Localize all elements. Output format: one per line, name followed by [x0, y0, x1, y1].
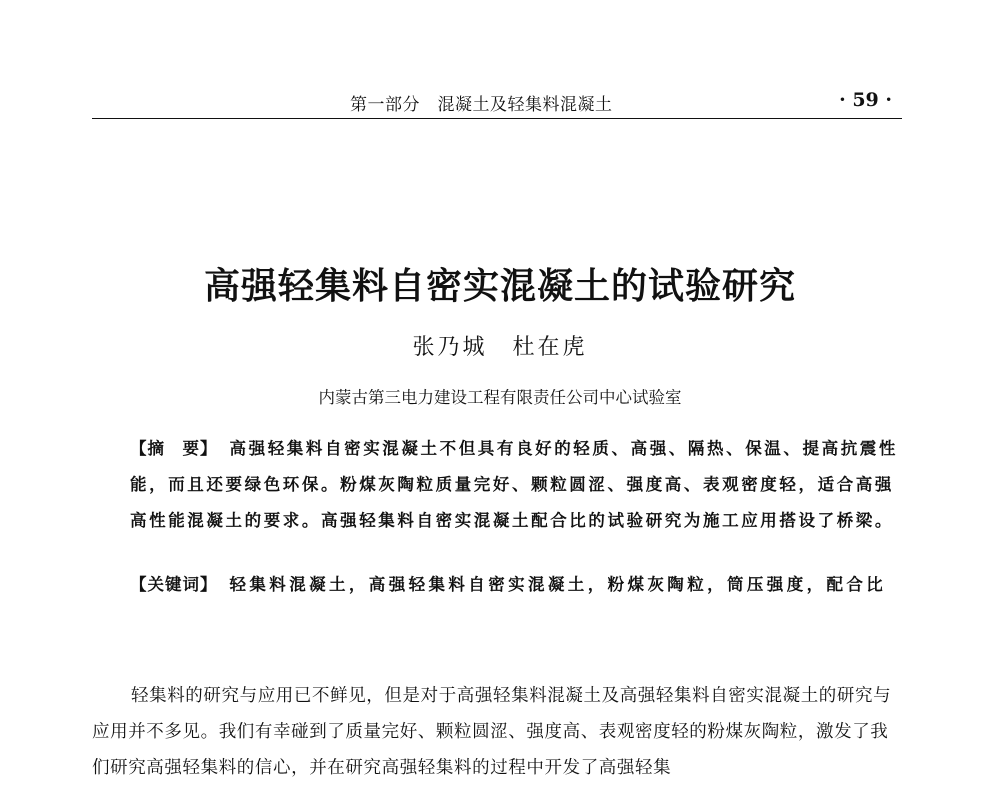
keywords	[130, 567, 904, 603]
abstract-label: 【摘 要】	[130, 439, 218, 458]
authors: 张乃城 杜在虎	[412, 335, 588, 360]
abstract-text: 高强轻集料自密实混凝土不但具有良好的轻质、高强、隔热、保温、提高抗震性能，而且还要绿色环保。粉煤灰陶粒质量完好、颗粒圆涩、强度高、表观密度轻，适合高强高性能混凝土的要求。高强轻集料自密实混凝土配合比的试验研究为施工应用搭设了桥梁。	[130, 439, 898, 530]
running-header	[92, 88, 902, 119]
article-title: 高强轻集料自密实混凝土的试验研究	[203, 265, 796, 307]
keywords-label: 【关键词】	[130, 575, 218, 594]
page-number: · 59 ·	[839, 89, 892, 111]
affiliation: 内蒙古第三电力建设工程有限责任公司中心试验室	[318, 388, 682, 407]
keywords-text: 轻集料混凝土，高强轻集料自密实混凝土，粉煤灰陶粒，筒压强度，配合比	[229, 575, 887, 594]
body-paragraph: 轻集料的研究与应用已不鲜见，但是对于高强轻集料混凝土及高强轻集料自密实混凝土的研究与应用并不多见。我们有幸碰到了质量完好、颗粒圆涩、强度高、表观密度轻的粉煤灰陶粒，激发了我们研究高强轻集料的信心，并在研究高强轻集料的过程中开发了高强轻集	[92, 686, 892, 778]
abstract	[130, 431, 904, 539]
running-title: 第一部分 混凝土及轻集料混凝土	[350, 95, 613, 115]
